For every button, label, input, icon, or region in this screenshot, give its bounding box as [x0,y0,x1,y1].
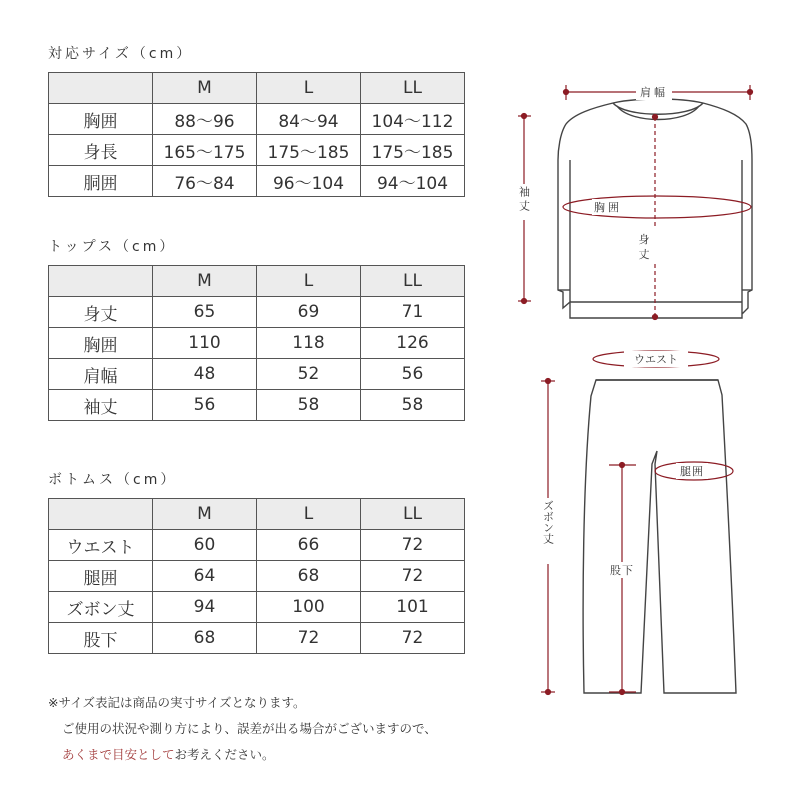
header-cell: M [153,73,257,104]
header-cell: L [257,499,361,530]
table-cell: 72 [257,623,361,654]
pants-illustration [583,380,736,693]
row-label: 胸囲 [49,328,153,359]
table-cell: 68 [153,623,257,654]
bottom-measurement-lines [541,351,733,695]
header-cell: LL [361,499,465,530]
table-cell: 84〜94 [257,104,361,135]
table-cell: 96〜104 [257,166,361,197]
table-cell: 175〜185 [361,135,465,166]
top-measurement-lines [518,85,753,320]
table-cell: 100 [257,592,361,623]
header-cell: M [153,266,257,297]
note-line-2: ご使用の状況や測り方により、誤差が出る場合がございますので、 [62,721,437,736]
table-cell: 64 [153,561,257,592]
table-cell: 88〜96 [153,104,257,135]
table-cell: 126 [361,328,465,359]
table-cell: 94 [153,592,257,623]
table-cell: 56 [153,390,257,421]
header-cell: LL [361,266,465,297]
header-cell: M [153,499,257,530]
chest-ellipse [563,196,751,218]
table-cell: 48 [153,359,257,390]
table-cell: 52 [257,359,361,390]
pants-outline [583,380,736,693]
table-cell: 69 [257,297,361,328]
pants-length-label: ズボン丈 [541,500,555,544]
table-title-tops: トップス（cm） [48,239,177,255]
body-length-bottom-dot [653,315,658,320]
body-length-top-dot [653,115,658,120]
sleeve-label: 袖丈 [517,186,531,214]
table-title-fit-size: 対応サイズ（cm） [48,46,194,62]
chest-label: 胸囲 [594,201,622,214]
waist-label: ウエスト [634,353,678,366]
table-cell: 175〜185 [257,135,361,166]
note-line-3-rest: お考えください。 [174,747,275,762]
row-label: 胴囲 [49,166,153,197]
table-cell: 56 [361,359,465,390]
note-highlight: あくまで目安として [62,747,175,762]
table-cell: 72 [361,623,465,654]
row-label: 股下 [49,623,153,654]
table-cell: 165〜175 [153,135,257,166]
row-label: ズボン丈 [49,592,153,623]
header-cell: L [257,266,361,297]
table-cell: 72 [361,530,465,561]
top-measurement-labels [510,84,672,263]
row-label: 身丈 [49,297,153,328]
table-cell: 104〜112 [361,104,465,135]
table-cell: 118 [257,328,361,359]
row-label: 肩幅 [49,359,153,390]
note-line-1: ※サイズ表記は商品の実寸サイズとなります。 [48,695,306,710]
shoulder-label: 肩幅 [640,86,668,99]
table-title-bottoms: ボトムス（cm） [48,472,178,488]
table-cell: 58 [361,390,465,421]
table-cell: 66 [257,530,361,561]
row-label: ウエスト [49,530,153,561]
table-cell: 110 [153,328,257,359]
table-cell: 58 [257,390,361,421]
row-label: 袖丈 [49,390,153,421]
table-cell: 72 [361,561,465,592]
thigh-label: 腿囲 [680,465,704,478]
table-cell: 101 [361,592,465,623]
table-cell: 76〜84 [153,166,257,197]
table-cell: 65 [153,297,257,328]
body-length-label-2: 丈 [638,248,650,261]
header-cell: LL [361,73,465,104]
inseam-label: 股下 [610,564,634,577]
header-cell: L [257,73,361,104]
row-label: 胸囲 [49,104,153,135]
row-label: 腿囲 [49,561,153,592]
table-cell: 60 [153,530,257,561]
table-cell: 94〜104 [361,166,465,197]
table-cell: 71 [361,297,465,328]
body-length-label-1: 身 [638,233,650,246]
sweatshirt-collar [613,103,703,114]
row-label: 身長 [49,135,153,166]
table-cell: 68 [257,561,361,592]
